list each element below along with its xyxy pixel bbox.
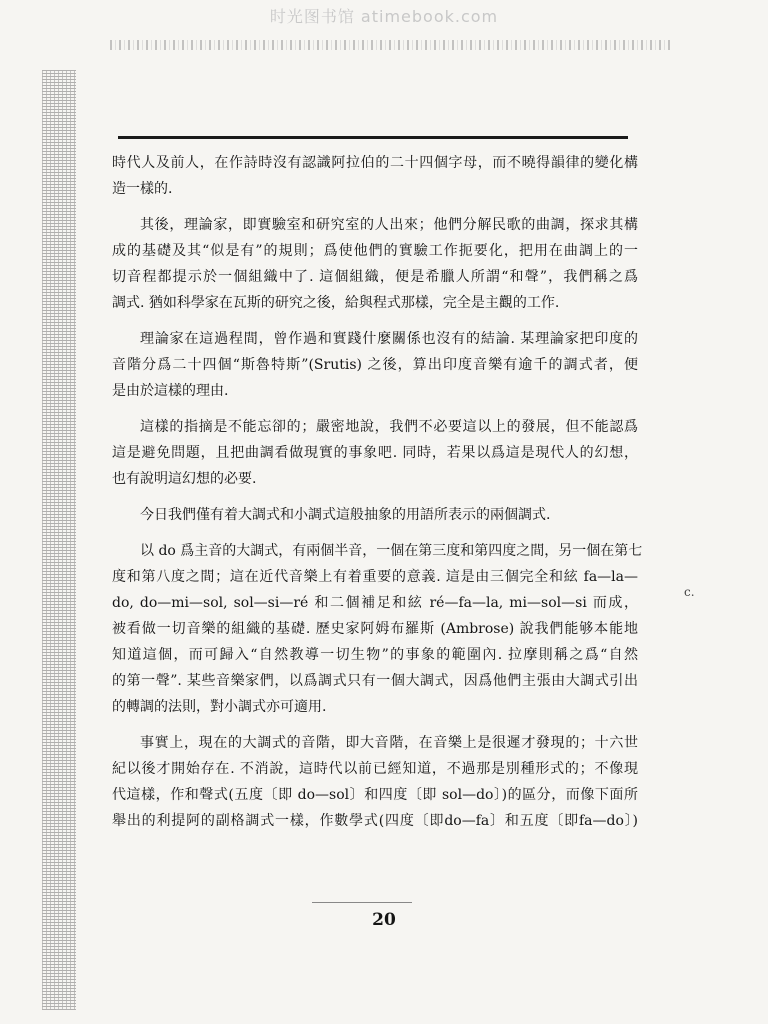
text-line: 理論家在這過程間，曾作過和實踐什麼關係也沒有的結論. 某理論家把印度的 (140, 331, 638, 347)
text-line: 時代人及前人，在作詩時沒有認識阿拉伯的二十四個字母，而不曉得韻律的變化構 (112, 155, 638, 171)
paragraph (112, 326, 638, 404)
text-line: do, do—mi—sol, sol—si—ré 和二個補足和絃 ré—fa—la, mi—sol—si 而成， (112, 595, 638, 611)
text-line: 切音程都提示於一個組織中了. 這個組織，便是希臘人所謂“和聲”，我們稱之爲 (112, 269, 638, 285)
text-line: 這是避免問題，且把曲調看做現實的事象吧. 同時，若果以爲這是現代人的幻想， (112, 445, 638, 461)
text-line: 以 do 爲主音的大調式，有兩個半音，一個在第三度和第四度之間，另一個在第七 (140, 543, 643, 559)
paragraph (112, 414, 638, 492)
text-line: 今日我們僅有着大調式和小調式這般抽象的用語所表示的兩個調式. (140, 507, 551, 523)
header-rule (118, 136, 628, 139)
text-line: 度和第八度之間；這在近代音樂上有着重要的意義. 這是由三個完全和絃 fa—la— (112, 569, 638, 585)
text-line: 的轉調的法則，對小調式亦可適用. (112, 699, 327, 715)
paragraph (112, 212, 638, 316)
text-line: 調式. 猶如科學家在瓦斯的研究之後，給與程式那樣，完全是主觀的工作. (112, 295, 560, 311)
text-line: 這樣的指摘是不能忘卻的；嚴密地說，我們不必要這以上的發展，但不能認爲 (140, 419, 638, 435)
text-line: 造一樣的. (112, 181, 173, 197)
paragraph (112, 150, 638, 202)
text-line: 音階分爲二十四個“斯魯特斯”(Srutis) 之後，算出印度音樂有逾千的調式者，便 (112, 357, 638, 373)
text-line: 的第一聲”. 某些音樂家們，以爲調式只有一個大調式，因爲他們主張由大調式引出 (112, 673, 638, 689)
text-line: 是由於這樣的理由. (112, 383, 229, 399)
site-watermark: 时光图书馆 atimebook.com (269, 7, 499, 26)
text-line: 成的基礎及其“似是有”的規則；爲使他們的實驗工作扼要化，把用在曲調上的一 (112, 243, 638, 259)
text-line: 被看做一切音樂的組織的基礎. 歷史家阿姆布羅斯 (Ambrose) 說我們能够本能地 (112, 621, 638, 637)
text-line: 也有說明這幻想的必要. (112, 471, 257, 487)
text-line: 事實上，現在的大調式的音階，即大音階，在音樂上是很遲才發現的；十六世 (140, 735, 638, 751)
text-line: 紀以後才開始存在. 不消說，這時代以前已經知道，不過那是別種形式的；不像現 (112, 761, 638, 777)
text-line: 其後，理論家，即實驗室和研究室的人出來；他們分解民歌的曲調，探求其構 (140, 217, 638, 233)
page-number: 20 (372, 910, 396, 930)
body-text (112, 150, 643, 834)
text-line: 代這樣，作和聲式(五度〔即 do—sol〕和四度〔即 sol—do〕)的區分，而像下面所 (112, 787, 638, 803)
paragraph (112, 538, 643, 720)
paragraph (112, 502, 638, 528)
scan-edge-left (42, 70, 76, 1010)
text-line: 知道這個，而可歸入“自然教導一切生物”的事象的範圍內. 拉摩則稱之爲“自然 (112, 647, 638, 663)
scan-noise-top (110, 40, 670, 50)
text-line: 舉出的利提阿的副格調式一樣，作數學式(四度〔即do—fa〕和五度〔即fa—do〕) (112, 813, 638, 829)
paragraph (112, 730, 638, 834)
stray-mark: c. (684, 585, 695, 599)
page-number-rule (312, 902, 412, 903)
